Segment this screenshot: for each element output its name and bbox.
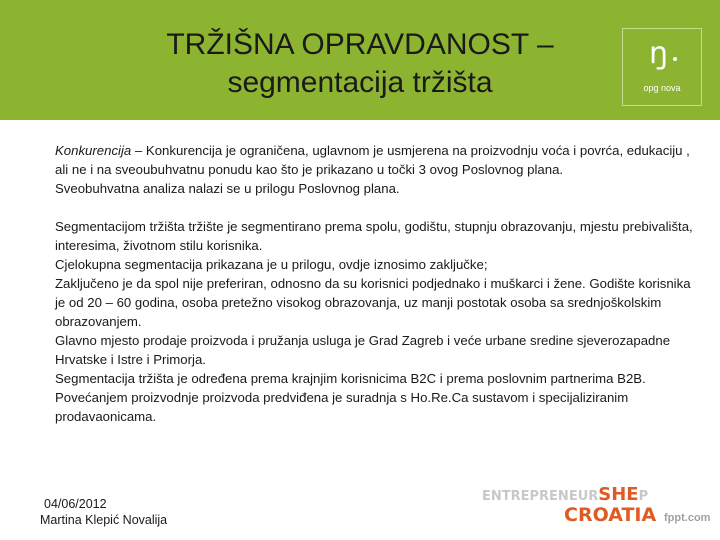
footer-info [40, 496, 167, 528]
header-bar [0, 0, 720, 120]
paragraph-competition [55, 141, 695, 179]
slide-title [110, 26, 610, 102]
logo-mark-icon: ŋ [649, 36, 669, 71]
title-line-1: TRŽIŠNA OPRAVDANOST – [166, 28, 554, 61]
brand-part-3: P [638, 489, 649, 504]
paragraph-segmentation: Segmentacijom tržišta tržište je segmentirano prema spolu, godištu, stupnju obrazovanju, mjestu prebivališta, interesima, životnom stilu korisnika. [55, 219, 693, 253]
footer-date: 04/06/2012 [44, 497, 107, 511]
paragraph-analysis: Sveobuhvatna analiza nalazi se u prilogu Poslovnog plana. [55, 181, 400, 196]
competition-label: Konkurencija [55, 143, 132, 158]
footer-author: Martina Klepić Novalija [40, 513, 168, 527]
logo-dot-icon [673, 57, 677, 61]
brand-line-2: CROATIA [564, 504, 657, 526]
slide-body [55, 141, 695, 426]
paragraph-overall: Cjelokupna segmentacija prikazana je u prilogu, ovdje iznosimo zaključke; [55, 257, 488, 272]
paragraph-conclusion: Zaključeno je da spol nije preferiran, odnosno da su korisnici podjednako i muškarci i žene. Godište korisnika je od 20 – 60 godina, osoba pretežno visokog obrazovanja, uz manji postotak osoba sa srednjoškolskim obrazovanjem. [55, 276, 691, 329]
paragraph-location: Glavno mjesto prodaje proizvoda i pružanja usluga je Grad Zagreb i veće urbane sredine sjeverozapadne Hrvatske i Istre i Primorja. [55, 333, 671, 367]
paragraph-b2c-b2b: Segmentacija tržišta je određena prema krajnjim korisnicima B2C i prema poslovnim partnerima B2B. [55, 371, 646, 386]
brand-line-1 [482, 484, 648, 505]
competition-text: – Konkurencija je ograničena, uglavnom je usmjerena na proizvodnju voća i povrća, edukaciju , ali ne i na sveoubuhvatnu ponudu kao što je prikazano u točki 3 ovog Poslovnog plana. [55, 143, 690, 177]
fppt-watermark: fppt.com [664, 512, 711, 524]
logo-text: opg nova [643, 83, 681, 93]
title-line-2: segmentacija tržišta [227, 66, 493, 99]
brand-part-1: ENTREPRENEUR [482, 489, 599, 504]
paragraph-horeca: Povećanjem proizvodnje proizvoda predviđena je suradnja s Ho.Re.Ca sustavom i specijaliziranim prodavaonicama. [55, 390, 629, 424]
entrepreneurship-croatia-logo [482, 484, 662, 530]
brand-part-2: SHE [598, 484, 639, 505]
opg-nova-logo [622, 28, 702, 106]
spacer [55, 198, 695, 217]
